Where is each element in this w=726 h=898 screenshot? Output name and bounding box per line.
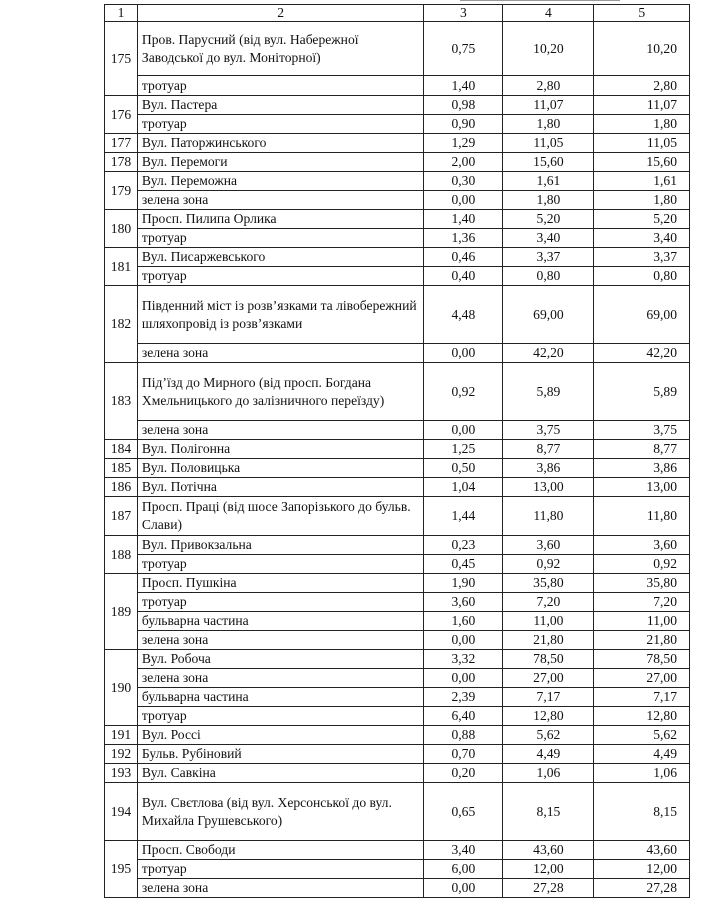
area-value-cell: 1,06 <box>503 764 594 783</box>
street-name-cell: Південний міст із розв’язками та лівобережний шляхопровід із розв’язками <box>137 286 423 344</box>
area-value-cell: 1,80 <box>503 115 594 134</box>
table-row <box>105 879 690 898</box>
total-value-cell: 43,60 <box>594 841 690 860</box>
length-value-cell: 0,90 <box>424 115 503 134</box>
area-value-cell: 1,80 <box>503 191 594 210</box>
table-row <box>105 745 690 764</box>
length-value-cell: 1,36 <box>424 229 503 248</box>
length-value-cell: 2,39 <box>424 688 503 707</box>
area-value-cell: 11,00 <box>503 612 594 631</box>
total-value-cell: 3,37 <box>594 248 690 267</box>
table-row <box>105 172 690 191</box>
total-value-cell: 1,80 <box>594 191 690 210</box>
total-value-cell: 3,75 <box>594 421 690 440</box>
table-row <box>105 536 690 555</box>
entry-number: 187 <box>105 497 138 536</box>
length-value-cell: 6,40 <box>424 707 503 726</box>
length-value-cell: 0,45 <box>424 555 503 574</box>
length-value-cell: 0,00 <box>424 191 503 210</box>
table-row <box>105 134 690 153</box>
entry-number: 193 <box>105 764 138 783</box>
length-value-cell: 0,46 <box>424 248 503 267</box>
street-name-cell: тротуар <box>137 267 423 286</box>
area-value-cell: 35,80 <box>503 574 594 593</box>
total-value-cell: 4,49 <box>594 745 690 764</box>
table-row <box>105 726 690 745</box>
entry-number: 176 <box>105 96 138 134</box>
entry-number: 177 <box>105 134 138 153</box>
entry-number: 188 <box>105 536 138 574</box>
street-name-cell: Вул. Переможна <box>137 172 423 191</box>
street-name-cell: бульварна частина <box>137 688 423 707</box>
length-value-cell: 0,40 <box>424 267 503 286</box>
length-value-cell: 0,00 <box>424 631 503 650</box>
length-value-cell: 3,60 <box>424 593 503 612</box>
length-value-cell: 0,70 <box>424 745 503 764</box>
area-value-cell: 8,15 <box>503 783 594 841</box>
area-value-cell: 2,80 <box>503 76 594 96</box>
total-value-cell: 11,07 <box>594 96 690 115</box>
area-value-cell: 3,60 <box>503 536 594 555</box>
street-name-cell: Вул. Пастера <box>137 96 423 115</box>
length-value-cell: 1,44 <box>424 497 503 536</box>
table-row <box>105 344 690 363</box>
street-name-cell: зелена зона <box>137 879 423 898</box>
entry-number: 189 <box>105 574 138 650</box>
total-value-cell: 11,00 <box>594 612 690 631</box>
total-value-cell: 8,15 <box>594 783 690 841</box>
length-value-cell: 0,00 <box>424 421 503 440</box>
length-value-cell: 6,00 <box>424 860 503 879</box>
column-number: 3 <box>424 5 503 22</box>
total-value-cell: 12,80 <box>594 707 690 726</box>
area-value-cell: 12,00 <box>503 860 594 879</box>
table-row <box>105 650 690 669</box>
length-value-cell: 1,90 <box>424 574 503 593</box>
column-number: 2 <box>137 5 423 22</box>
area-value-cell: 3,86 <box>503 459 594 478</box>
entry-number: 175 <box>105 22 138 96</box>
length-value-cell: 1,60 <box>424 612 503 631</box>
total-value-cell: 8,77 <box>594 440 690 459</box>
street-name-cell: зелена зона <box>137 344 423 363</box>
total-value-cell: 1,06 <box>594 764 690 783</box>
area-value-cell: 8,77 <box>503 440 594 459</box>
entry-number: 191 <box>105 726 138 745</box>
area-value-cell: 0,80 <box>503 267 594 286</box>
length-value-cell: 0,00 <box>424 344 503 363</box>
length-value-cell: 0,23 <box>424 536 503 555</box>
area-value-cell: 1,61 <box>503 172 594 191</box>
street-name-cell: Вул. Потічна <box>137 478 423 497</box>
street-name-cell: Просп. Пилипа Орлика <box>137 210 423 229</box>
street-name-cell: зелена зона <box>137 631 423 650</box>
length-value-cell: 0,20 <box>424 764 503 783</box>
table-row <box>105 363 690 421</box>
total-value-cell: 5,89 <box>594 363 690 421</box>
total-value-cell: 15,60 <box>594 153 690 172</box>
table-row <box>105 440 690 459</box>
entry-number: 192 <box>105 745 138 764</box>
street-name-cell: тротуар <box>137 593 423 612</box>
table-row <box>105 860 690 879</box>
area-value-cell: 15,60 <box>503 153 594 172</box>
total-value-cell: 13,00 <box>594 478 690 497</box>
total-value-cell: 7,20 <box>594 593 690 612</box>
table-row <box>105 478 690 497</box>
entry-number: 194 <box>105 783 138 841</box>
total-value-cell: 11,05 <box>594 134 690 153</box>
length-value-cell: 4,48 <box>424 286 503 344</box>
area-value-cell: 78,50 <box>503 650 594 669</box>
length-value-cell: 2,00 <box>424 153 503 172</box>
street-name-cell: Вул. Свєтлова (від вул. Херсонської до вул. Михайла Грушевського) <box>137 783 423 841</box>
street-name-cell: Просп. Пушкіна <box>137 574 423 593</box>
area-value-cell: 3,37 <box>503 248 594 267</box>
street-name-cell: Вул. Привокзальна <box>137 536 423 555</box>
table-row <box>105 555 690 574</box>
entry-number: 180 <box>105 210 138 248</box>
length-value-cell: 0,30 <box>424 172 503 191</box>
total-value-cell: 5,20 <box>594 210 690 229</box>
street-name-cell: Вул. Савкіна <box>137 764 423 783</box>
area-value-cell: 21,80 <box>503 631 594 650</box>
total-value-cell: 27,28 <box>594 879 690 898</box>
street-name-cell: Вул. Писаржевського <box>137 248 423 267</box>
column-number-row <box>105 5 690 22</box>
street-name-cell: Пров. Парусний (від вул. Набережної Заводської до вул. Моніторної) <box>137 22 423 76</box>
length-value-cell: 1,25 <box>424 440 503 459</box>
entry-number: 186 <box>105 478 138 497</box>
street-name-cell: Вул. Перемоги <box>137 153 423 172</box>
area-value-cell: 3,75 <box>503 421 594 440</box>
street-name-cell: Бульв. Рубіновий <box>137 745 423 764</box>
entry-number: 183 <box>105 363 138 440</box>
area-value-cell: 43,60 <box>503 841 594 860</box>
area-value-cell: 11,07 <box>503 96 594 115</box>
street-name-cell: зелена зона <box>137 191 423 210</box>
area-value-cell: 5,89 <box>503 363 594 421</box>
length-value-cell: 1,04 <box>424 478 503 497</box>
total-value-cell: 0,92 <box>594 555 690 574</box>
street-name-cell: Під’їзд до Мирного (від просп. Богдана Хмельницького до залізничного переїзду) <box>137 363 423 421</box>
area-value-cell: 3,40 <box>503 229 594 248</box>
total-value-cell: 3,60 <box>594 536 690 555</box>
total-value-cell: 11,80 <box>594 497 690 536</box>
entry-number: 190 <box>105 650 138 726</box>
total-value-cell: 2,80 <box>594 76 690 96</box>
street-name-cell: тротуар <box>137 115 423 134</box>
street-name-cell: бульварна частина <box>137 612 423 631</box>
table-row <box>105 115 690 134</box>
table-row <box>105 459 690 478</box>
street-name-cell: тротуар <box>137 707 423 726</box>
table-row <box>105 267 690 286</box>
table-row <box>105 421 690 440</box>
length-value-cell: 0,50 <box>424 459 503 478</box>
total-value-cell: 1,80 <box>594 115 690 134</box>
total-value-cell: 27,00 <box>594 669 690 688</box>
street-name-cell: Вул. Робоча <box>137 650 423 669</box>
length-value-cell: 0,88 <box>424 726 503 745</box>
street-name-cell: Вул. Половицька <box>137 459 423 478</box>
area-value-cell: 12,80 <box>503 707 594 726</box>
area-value-cell: 13,00 <box>503 478 594 497</box>
total-value-cell: 78,50 <box>594 650 690 669</box>
area-value-cell: 27,28 <box>503 879 594 898</box>
area-value-cell: 69,00 <box>503 286 594 344</box>
table-row <box>105 22 690 76</box>
table-row <box>105 612 690 631</box>
area-value-cell: 7,17 <box>503 688 594 707</box>
length-value-cell: 0,00 <box>424 879 503 898</box>
total-value-cell: 5,62 <box>594 726 690 745</box>
table-row <box>105 248 690 267</box>
area-value-cell: 11,80 <box>503 497 594 536</box>
total-value-cell: 12,00 <box>594 860 690 879</box>
length-value-cell: 0,75 <box>424 22 503 76</box>
area-value-cell: 7,20 <box>503 593 594 612</box>
column-number: 1 <box>105 5 138 22</box>
table-row <box>105 764 690 783</box>
table-body <box>105 22 690 898</box>
total-value-cell: 3,40 <box>594 229 690 248</box>
street-name-cell: Вул. Россі <box>137 726 423 745</box>
table-row <box>105 210 690 229</box>
total-value-cell: 7,17 <box>594 688 690 707</box>
table-row <box>105 841 690 860</box>
table-row <box>105 191 690 210</box>
total-value-cell: 3,86 <box>594 459 690 478</box>
area-value-cell: 27,00 <box>503 669 594 688</box>
roads-table <box>104 4 690 898</box>
length-value-cell: 0,00 <box>424 669 503 688</box>
table-row <box>105 574 690 593</box>
area-value-cell: 0,92 <box>503 555 594 574</box>
table-row <box>105 707 690 726</box>
entry-number: 179 <box>105 172 138 210</box>
total-value-cell: 1,61 <box>594 172 690 191</box>
column-number: 5 <box>594 5 690 22</box>
entry-number: 182 <box>105 286 138 363</box>
column-number: 4 <box>503 5 594 22</box>
length-value-cell: 3,40 <box>424 841 503 860</box>
total-value-cell: 35,80 <box>594 574 690 593</box>
area-value-cell: 4,49 <box>503 745 594 764</box>
length-value-cell: 3,32 <box>424 650 503 669</box>
entry-number: 185 <box>105 459 138 478</box>
table-row <box>105 229 690 248</box>
entry-number: 184 <box>105 440 138 459</box>
street-name-cell: Вул. Паторжинського <box>137 134 423 153</box>
table-row <box>105 631 690 650</box>
entry-number: 178 <box>105 153 138 172</box>
total-value-cell: 10,20 <box>594 22 690 76</box>
table-row <box>105 783 690 841</box>
street-name-cell: тротуар <box>137 555 423 574</box>
street-name-cell: Просп. Праці (від шосе Запорізького до бульв. Слави) <box>137 497 423 536</box>
area-value-cell: 5,20 <box>503 210 594 229</box>
total-value-cell: 0,80 <box>594 267 690 286</box>
table-row <box>105 286 690 344</box>
area-value-cell: 5,62 <box>503 726 594 745</box>
length-value-cell: 1,40 <box>424 210 503 229</box>
area-value-cell: 42,20 <box>503 344 594 363</box>
length-value-cell: 1,40 <box>424 76 503 96</box>
street-name-cell: зелена зона <box>137 669 423 688</box>
area-value-cell: 11,05 <box>503 134 594 153</box>
length-value-cell: 1,29 <box>424 134 503 153</box>
area-value-cell: 10,20 <box>503 22 594 76</box>
table-row <box>105 76 690 96</box>
street-name-cell: Просп. Свободи <box>137 841 423 860</box>
entry-number: 195 <box>105 841 138 898</box>
length-value-cell: 0,65 <box>424 783 503 841</box>
table-row <box>105 593 690 612</box>
street-name-cell: зелена зона <box>137 421 423 440</box>
entry-number: 181 <box>105 248 138 286</box>
length-value-cell: 0,92 <box>424 363 503 421</box>
table-row <box>105 497 690 536</box>
street-name-cell: тротуар <box>137 229 423 248</box>
table-row <box>105 153 690 172</box>
table-row <box>105 688 690 707</box>
total-value-cell: 42,20 <box>594 344 690 363</box>
street-name-cell: Вул. Полігонна <box>137 440 423 459</box>
street-name-cell: тротуар <box>137 76 423 96</box>
table-row <box>105 96 690 115</box>
total-value-cell: 69,00 <box>594 286 690 344</box>
table-row <box>105 669 690 688</box>
street-name-cell: тротуар <box>137 860 423 879</box>
length-value-cell: 0,98 <box>424 96 503 115</box>
total-value-cell: 21,80 <box>594 631 690 650</box>
